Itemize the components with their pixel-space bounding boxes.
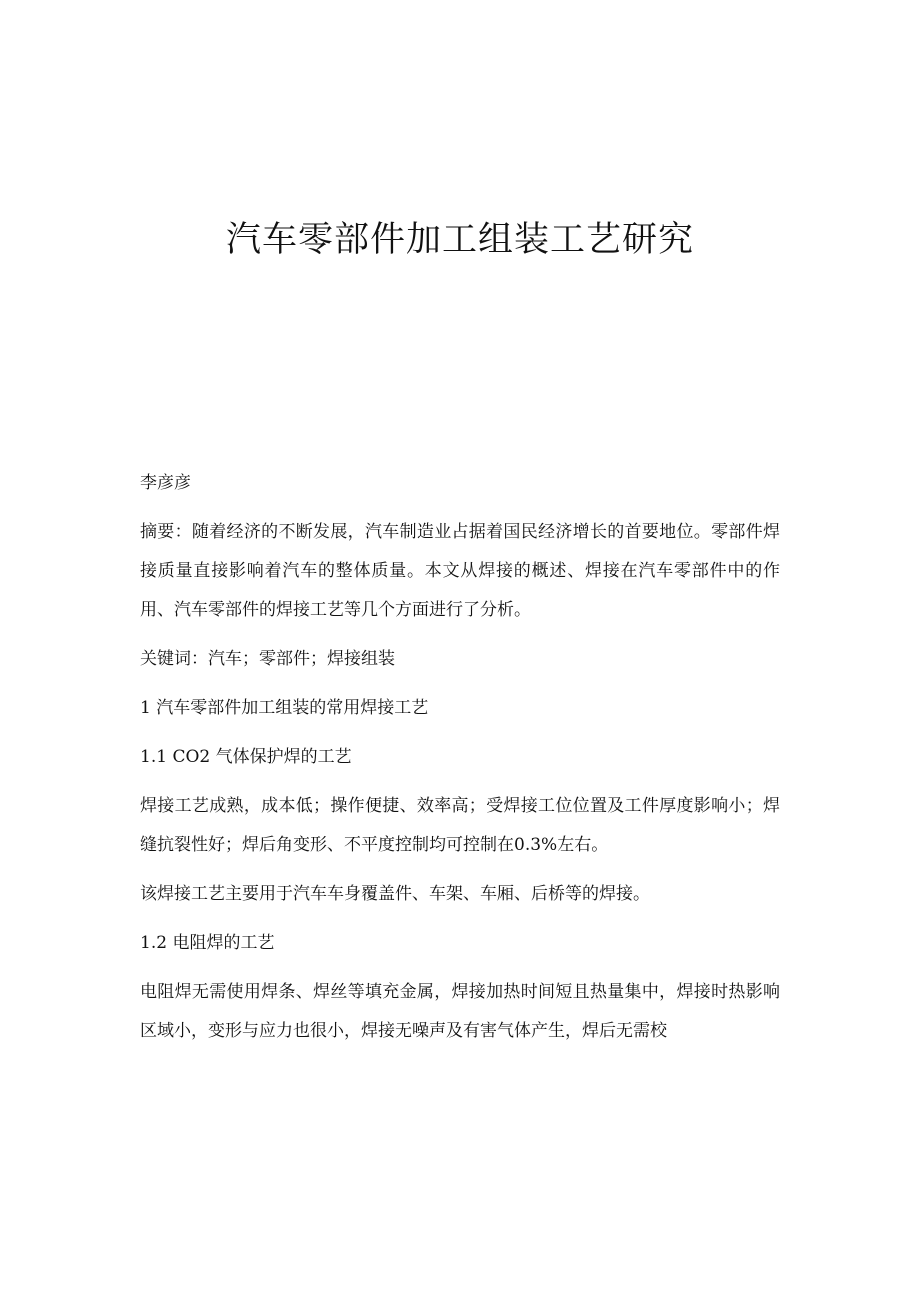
section-1-2-paragraph-1: 电阻焊无需使用焊条、焊丝等填充金属，焊接加热时间短且热量集中，焊接时热影响区域小，变形与应力也很小，焊接无噪声及有害气体产生，焊后无需校 xyxy=(140,982,780,1041)
section-1-heading: 1 汽车零部件加工组装的常用焊接工艺 xyxy=(140,698,429,718)
section-1-1-paragraph-1: 焊接工艺成熟，成本低；操作便捷、效率高；受焊接工位位置及工件厚度影响小；焊缝抗裂性好；焊后角变形、不平度控制均可控制在0.3%左右。 xyxy=(140,796,780,855)
document-body xyxy=(140,464,780,1061)
document-title: 汽车零部件加工组装工艺研究 xyxy=(225,220,694,260)
keywords-line: 关键词：汽车；零部件；焊接组装 xyxy=(140,649,395,669)
section-1-1-heading: 1.1 CO2 气体保护焊的工艺 xyxy=(140,747,352,767)
section-1-2-heading: 1.2 电阻焊的工艺 xyxy=(140,933,275,953)
author-name: 李彦彦 xyxy=(140,473,191,493)
abstract-paragraph: 摘要：随着经济的不断发展，汽车制造业占据着国民经济增长的首要地位。零部件焊接质量直接影响着汽车的整体质量。本文从焊接的概述、焊接在汽车零部件中的作用、汽车零部件的焊接工艺等几个方面进行了分析。 xyxy=(140,522,780,620)
section-1-1-paragraph-2: 该焊接工艺主要用于汽车车身覆盖件、车架、车厢、后桥等的焊接。 xyxy=(140,884,650,904)
